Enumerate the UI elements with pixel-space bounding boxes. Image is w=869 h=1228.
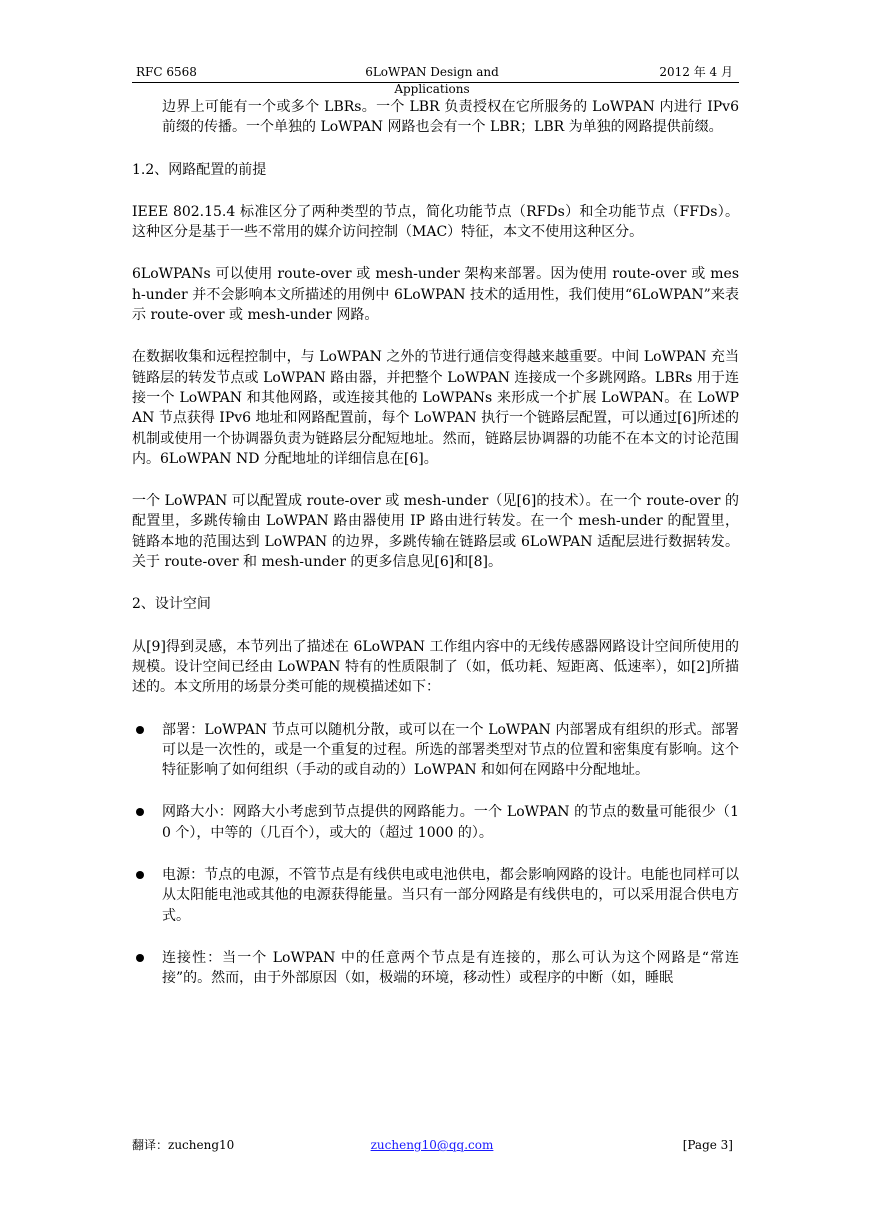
section-heading-1-2: 1.2、网路配置的前提 [132, 161, 267, 178]
bullet-icon [136, 808, 144, 816]
footer-translator: 翻译：zucheng10 [132, 1138, 235, 1152]
paragraph-data-collection: 在数据收集和远程控制中，与 LoWPAN 之外的节进行通信变得越来越重要。中间 LoWPAN 充当链路层的转发节点或 LoWPAN 路由器，并把整个 LoWPAN 连接成一个多跳网路。LBRs 用于连接一个 LoWPAN 和其他网路，或连接其他的 LoWPANs 来形成一个扩展 LoWPAN。在 LoWPAN 节点获得 IPv6 地址和网路配置前，每个 LoWPAN 执行一个链路层配置，可以通过[6]所述的机制或使用一个协调器负责为链路层分配短地址。然而，链路层协调器的功能不在本文的讨论范围内。6LoWPAN ND 分配地址的详细信息在[6]。 [132, 349, 739, 467]
bullet-icon [136, 871, 144, 879]
header-date: 2012 年 4 月 [659, 65, 733, 79]
list-item-text: 连接性：当一个 LoWPAN 中的任意两个节点是有连接的，那么可认为这个网路是“常连接”的。然而，由于外部原因（如，极端的环境，移动性）或程序的中断（如，睡眠 [162, 949, 739, 987]
page-footer [132, 1137, 739, 1157]
page-header [132, 60, 739, 97]
list-item-text: 电源：节点的电源，不管节点是有线供电或电池供电，都会影响网路的设计。电能也同样可以从太阳能电池或其他的电源获得能量。当只有一部分网路是有线供电的，可以采用混合供电方式。 [162, 867, 739, 924]
list-item-text: 部署：LoWPAN 节点可以随机分散，或可以在一个 LoWPAN 内部署成有组织的形式。部署可以是一次性的，或是一个重复的过程。所选的部署类型对节点的位置和密集度有影响。这个特征影响了如何组织（手动的或自动的）LoWPAN 和如何在网路中分配地址。 [162, 721, 739, 779]
page-body [132, 97, 739, 1011]
footer-page-number: [Page 3] [682, 1138, 733, 1152]
paragraph-lbr-continuation: 边界上可能有一个或多个 LBRs。一个 LBR 负责授权在它所服务的 LoWPAN 内进行 IPv6 前缀的传播。一个单独的 LoWPAN 网路也会有一个 LBR；LBR 为单独的网路提供前缀。 [162, 99, 739, 136]
list-item-deployment [132, 720, 739, 781]
bullet-icon [136, 726, 144, 734]
paragraph-lowpan-configuration: 一个 LoWPAN 可以配置成 route-over 或 mesh-under（见[6]的技术）。在一个 route-over 的配置里，多跳传输由 LoWPAN 路由器使用 IP 路由进行转发。在一个 mesh-under 的配置里，链路本地的范围达到 LoWPAN 的边界，多跳传输在链路层或 6LoWPAN 适配层进行数据转发。关于 route-over 和 mesh-under 的更多信息见[6]和[8]。 [132, 493, 739, 571]
footer-email-link[interactable]: zucheng10@qq.com [370, 1138, 494, 1152]
list-item-connectivity [132, 948, 739, 989]
design-space-list [132, 720, 739, 989]
header-title: 6LoWPAN Design and Applications [365, 65, 499, 97]
section-heading-2: 2、设计空间 [132, 596, 211, 613]
paragraph-design-space: 从[9]得到灵感，本节列出了描述在 6LoWPAN 工作组内容中的无线传感器网路设计空间所使用的规模。设计空间已经由 LoWPAN 特有的性质限制了（如，低功耗、短距离、低速率），如[2]所描述的。本文所用的场景分类可能的规模描述如下： [132, 638, 739, 696]
list-item-network-size [132, 802, 739, 843]
paragraph-route-over-mesh-under: 6LoWPANs 可以使用 route-over 或 mesh-under 架构来部署。因为使用 route-over 或 mesh-under 并不会影响本文所描述的用例中 6LoWPAN 技术的适用性，我们使用“6LoWPAN”来表示 route-over 或 mesh-under 网路。 [132, 266, 739, 324]
list-item-text: 网路大小：网路大小考虑到节点提供的网路能力。一个 LoWPAN 的节点的数量可能很少（10 个），中等的（几百个），或大的（超过 1000 的）。 [162, 804, 739, 841]
list-item-power-source [132, 865, 739, 926]
bullet-icon [136, 954, 144, 962]
header-rfc-number: RFC 6568 [136, 65, 197, 79]
paragraph-ieee-802-15-4: IEEE 802.15.4 标准区分了两种类型的节点，简化功能节点（RFDs）和全功能节点（FFDs）。这种区分是基于一些不常用的媒介访问控制（MAC）特征，本文不使用这种区分。 [132, 203, 739, 241]
